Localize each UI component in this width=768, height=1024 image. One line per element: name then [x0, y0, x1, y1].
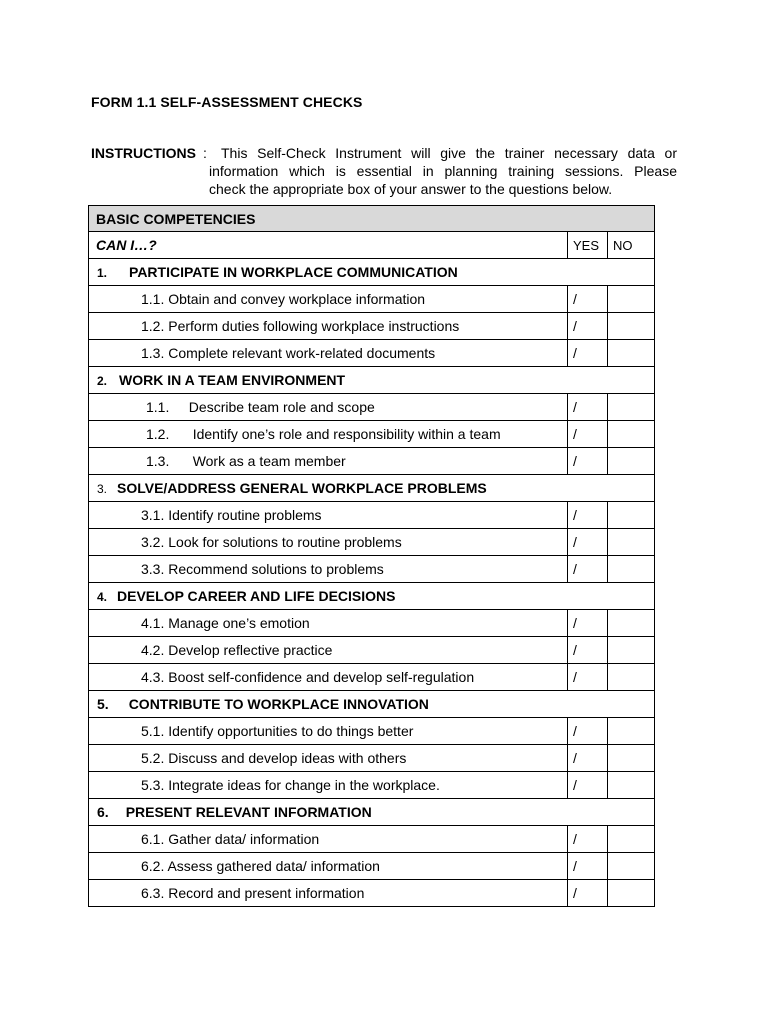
section-number: 2. [97, 374, 108, 388]
yes-checkbox-cell[interactable]: / [568, 556, 608, 583]
yes-checkbox-cell[interactable]: / [568, 637, 608, 664]
no-checkbox-cell[interactable] [608, 556, 655, 583]
competency-item-row [89, 556, 655, 583]
competency-item-row [89, 394, 655, 421]
yes-checkbox-cell[interactable]: / [568, 529, 608, 556]
competency-item-text: 5.3. Integrate ideas for change in the workplace. [89, 772, 568, 799]
section-title: SOLVE/ADDRESS GENERAL WORKPLACE PROBLEMS [117, 480, 487, 496]
no-checkbox-cell[interactable] [608, 502, 655, 529]
section-heading [89, 799, 655, 826]
section-row [89, 259, 655, 286]
no-checkbox-cell[interactable] [608, 313, 655, 340]
instructions-line: information which is essential in planning training sessions. Please [209, 163, 677, 179]
section-row [89, 691, 655, 718]
section-heading [89, 583, 655, 610]
section-heading [89, 475, 655, 502]
competency-item-row [89, 880, 655, 907]
competency-item-row [89, 637, 655, 664]
section-heading [89, 367, 655, 394]
yes-checkbox-cell[interactable]: / [568, 880, 608, 907]
section-title: WORK IN A TEAM ENVIRONMENT [119, 372, 346, 388]
competency-item-text: 4.3. Boost self-confidence and develop self-regulation [89, 664, 568, 691]
competency-item-text: 1.1. Obtain and convey workplace information [89, 286, 568, 313]
yes-checkbox-cell[interactable]: / [568, 772, 608, 799]
yes-checkbox-cell[interactable]: / [568, 718, 608, 745]
no-checkbox-cell[interactable] [608, 880, 655, 907]
section-number: 5. [97, 696, 109, 712]
no-checkbox-cell[interactable] [608, 394, 655, 421]
yes-checkbox-cell[interactable]: / [568, 610, 608, 637]
competency-item-text: 3.2. Look for solutions to routine problems [89, 529, 568, 556]
competency-item-row [89, 853, 655, 880]
yes-checkbox-cell[interactable]: / [568, 502, 608, 529]
yes-checkbox-cell[interactable]: / [568, 394, 608, 421]
no-checkbox-cell[interactable] [608, 340, 655, 367]
no-checkbox-cell[interactable] [608, 826, 655, 853]
self-check-table [88, 205, 655, 907]
section-title: DEVELOP CAREER AND LIFE DECISIONS [117, 588, 396, 604]
competency-item-row [89, 313, 655, 340]
no-column-header: NO [608, 232, 655, 259]
yes-checkbox-cell[interactable]: / [568, 745, 608, 772]
instructions-line: check the appropriate box of your answer to the questions below. [209, 181, 613, 197]
table-header-row [89, 206, 655, 232]
no-checkbox-cell[interactable] [608, 853, 655, 880]
competency-item-text: 6.2. Assess gathered data/ information [89, 853, 568, 880]
yes-checkbox-cell[interactable]: / [568, 421, 608, 448]
question-header-row [89, 232, 655, 259]
section-title: CONTRIBUTE TO WORKPLACE INNOVATION [128, 696, 429, 712]
competency-item-row [89, 502, 655, 529]
competency-item-row [89, 529, 655, 556]
yes-column-header: YES [568, 232, 608, 259]
yes-checkbox-cell[interactable]: / [568, 853, 608, 880]
competency-item-text: 3.1. Identify routine problems [89, 502, 568, 529]
instructions-colon: : [203, 145, 207, 161]
competency-item-row [89, 664, 655, 691]
competency-item-text: 1.2. Perform duties following workplace instructions [89, 313, 568, 340]
section-number: 4. [97, 590, 108, 604]
no-checkbox-cell[interactable] [608, 421, 655, 448]
competency-item-row [89, 421, 655, 448]
yes-checkbox-cell[interactable]: / [568, 664, 608, 691]
no-checkbox-cell[interactable] [608, 448, 655, 475]
section-heading [89, 259, 655, 286]
no-checkbox-cell[interactable] [608, 286, 655, 313]
no-checkbox-cell[interactable] [608, 529, 655, 556]
no-checkbox-cell[interactable] [608, 745, 655, 772]
basic-competencies-header: BASIC COMPETENCIES [89, 206, 655, 232]
competency-item-row [89, 772, 655, 799]
competency-item-text: 3.3. Recommend solutions to problems [89, 556, 568, 583]
section-row [89, 367, 655, 394]
no-checkbox-cell[interactable] [608, 664, 655, 691]
no-checkbox-cell[interactable] [608, 718, 655, 745]
can-i-label: CAN I…? [89, 232, 568, 259]
form-title: FORM 1.1 SELF-ASSESSMENT CHECKS [91, 94, 363, 110]
competency-item-text: 6.3. Record and present information [89, 880, 568, 907]
section-row [89, 583, 655, 610]
competency-item-text: 1.3. Work as a team member [89, 448, 568, 475]
section-row [89, 799, 655, 826]
competency-item-text: 5.1. Identify opportunities to do things better [89, 718, 568, 745]
competency-item-text: 1.2. Identify one’s role and responsibility within a team [89, 421, 568, 448]
section-number: 3. [97, 482, 108, 496]
section-title: PARTICIPATE IN WORKPLACE COMMUNICATION [129, 264, 458, 280]
competency-item-row [89, 610, 655, 637]
competency-item-text: 5.2. Discuss and develop ideas with others [89, 745, 568, 772]
competency-item-text: 1.3. Complete relevant work-related documents [89, 340, 568, 367]
yes-checkbox-cell[interactable]: / [568, 340, 608, 367]
competency-item-row [89, 745, 655, 772]
yes-checkbox-cell[interactable]: / [568, 286, 608, 313]
competency-item-text: 6.1. Gather data/ information [89, 826, 568, 853]
no-checkbox-cell[interactable] [608, 610, 655, 637]
competency-item-row [89, 826, 655, 853]
section-title: PRESENT RELEVANT INFORMATION [125, 804, 372, 820]
no-checkbox-cell[interactable] [608, 637, 655, 664]
yes-checkbox-cell[interactable]: / [568, 826, 608, 853]
competency-item-row [89, 286, 655, 313]
competency-item-text: 4.1. Manage one’s emotion [89, 610, 568, 637]
yes-checkbox-cell[interactable]: / [568, 313, 608, 340]
competency-item-row [89, 718, 655, 745]
instructions-text [209, 144, 677, 198]
instructions-label: INSTRUCTIONS [91, 145, 196, 161]
competency-item-row [89, 448, 655, 475]
no-checkbox-cell[interactable] [608, 772, 655, 799]
competency-item-row [89, 340, 655, 367]
section-heading [89, 691, 655, 718]
instructions-line: This Self-Check Instrument will give the trainer necessary data or [221, 145, 677, 161]
competency-item-text: 4.2. Develop reflective practice [89, 637, 568, 664]
section-row [89, 475, 655, 502]
competency-item-text: 1.1. Describe team role and scope [89, 394, 568, 421]
yes-checkbox-cell[interactable]: / [568, 448, 608, 475]
section-number: 1. [97, 266, 108, 280]
section-number: 6. [97, 804, 109, 820]
